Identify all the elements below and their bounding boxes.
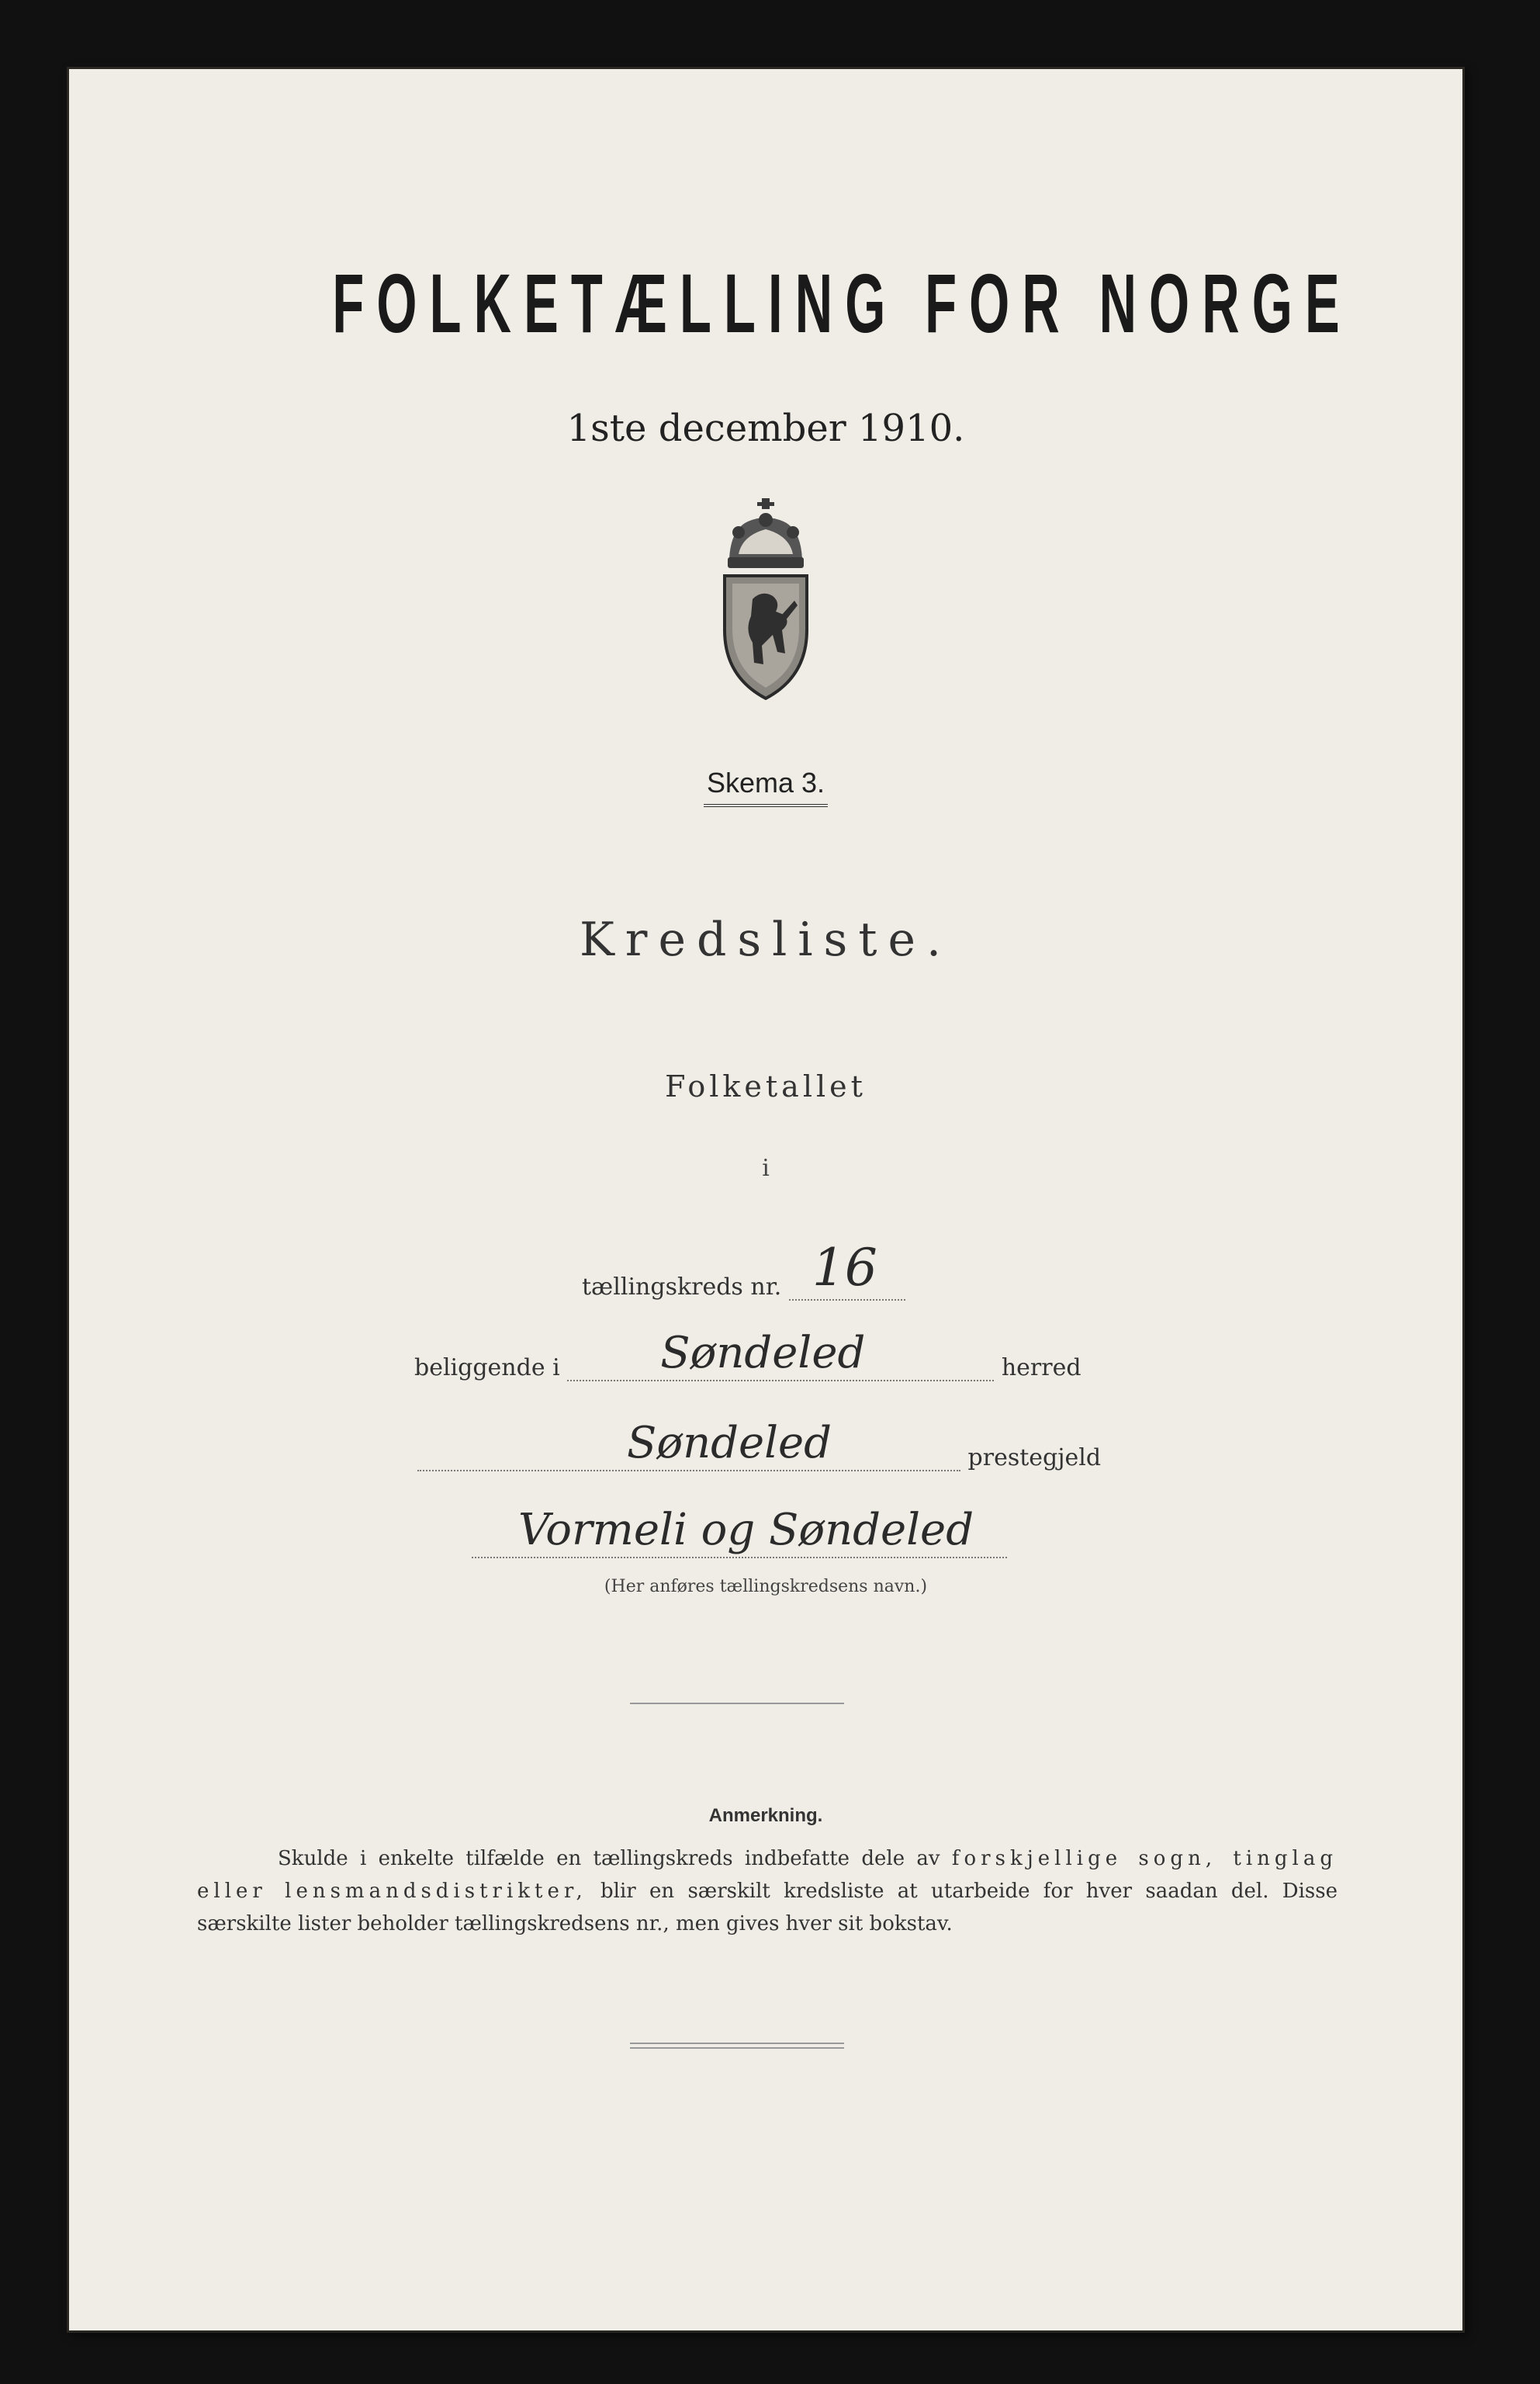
taellingskreds-value: 16: [812, 1238, 877, 1298]
document-title: FOLKETÆLLING FOR NORGE: [332, 256, 1352, 350]
folketallet-heading: Folketallet: [665, 1069, 867, 1104]
kredsnavn-caption: (Her anføres tællingskredsens navn.): [604, 1577, 928, 1596]
kredsnavn-value: Vormeli og Søndeled: [518, 1505, 974, 1555]
prestegjeld-value: Søndeled: [627, 1418, 832, 1468]
preposition-i: i: [762, 1155, 770, 1182]
herred-value: Søndeled: [660, 1328, 866, 1378]
prestegjeld-suffix: prestegjeld: [967, 1444, 1102, 1471]
anmerkning-text: [197, 1842, 1338, 1940]
kredsliste-heading: Kredsliste.: [579, 913, 953, 967]
herred-field[interactable]: [567, 1328, 994, 1381]
prestegjeld-row: [417, 1418, 1102, 1471]
divider-top: [630, 1703, 844, 1704]
kredsnavn-row: [472, 1505, 1007, 1558]
taellingskreds-field[interactable]: [789, 1238, 905, 1301]
taellingskreds-row: [582, 1238, 905, 1301]
taellingskreds-label: tællingskreds nr.: [582, 1273, 782, 1301]
herred-suffix: herred: [1001, 1354, 1081, 1381]
divider-bottom-2: [630, 2047, 844, 2049]
divider-bottom-1: [630, 2043, 844, 2044]
kredsnavn-field[interactable]: [472, 1505, 1007, 1558]
skema-label: Skema 3.: [704, 767, 828, 807]
norwegian-coat-of-arms-icon: [67, 498, 1465, 700]
beliggende-label: beliggende i: [414, 1354, 560, 1381]
prestegjeld-field[interactable]: [417, 1418, 960, 1471]
anmerkning-text-spaced: forskjellige sogn, tinglag eller lensmandsdistrikter,: [197, 1847, 1338, 1903]
beliggende-row: [414, 1328, 1081, 1381]
anmerkning-title: Anmerkning.: [708, 1805, 823, 1826]
anmerkning-text-part2: blir en særskilt kredsliste at utarbeide for hver saadan del. Disse særskilte lister beholder tællingskredsens nr., men gives hver sit bokstav.: [197, 1880, 1338, 1935]
anmerkning-text-part1: Skulde i enkelte tilfælde en tællingskreds indbefatte dele av: [278, 1847, 940, 1870]
census-date: 1ste december 1910.: [566, 407, 965, 450]
census-form-page: [67, 67, 1465, 2333]
skema-number: [67, 767, 1465, 807]
